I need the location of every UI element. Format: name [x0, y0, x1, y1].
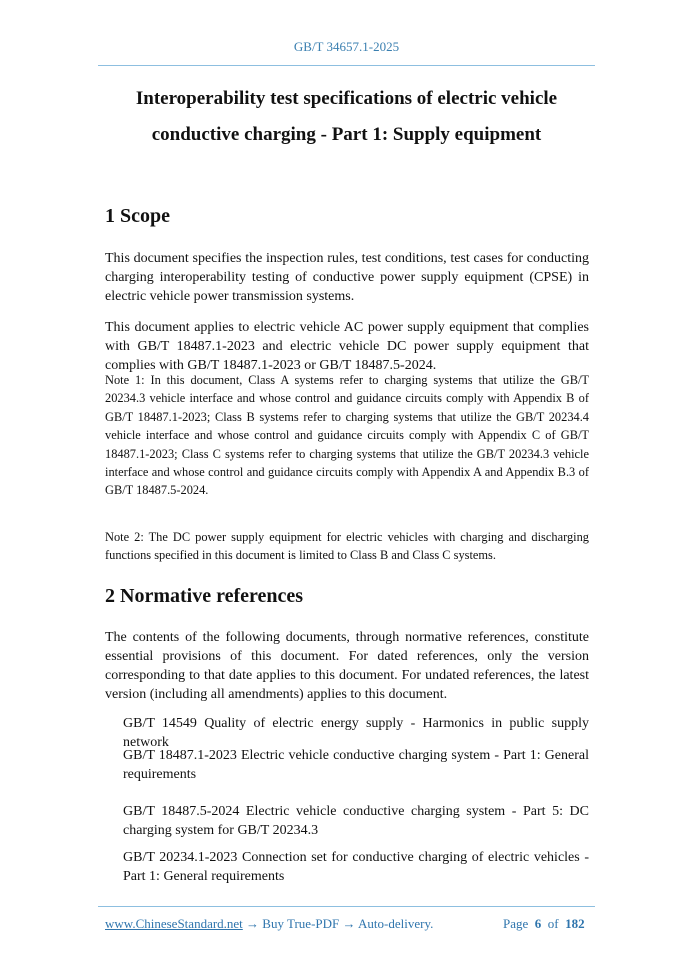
reference-item: GB/T 20234.1-2023 Connection set for conductive charging of electric vehicles - Part 1: General requirements	[123, 850, 589, 884]
page-current: 6	[534, 916, 542, 931]
title-line-2: conductive charging - Part 1: Supply equipment	[151, 124, 542, 145]
footer-rule	[98, 906, 595, 907]
section-heading-normative-references: 2 Normative references	[105, 585, 304, 607]
page-total: 182	[565, 916, 585, 931]
reference-item: GB/T 18487.5-2024 Electric vehicle conductive charging system - Part 5: DC charging system for GB/T 20234.3	[123, 804, 589, 838]
header-rule	[98, 65, 595, 66]
section-heading-scope: 1 Scope	[105, 205, 170, 227]
footer-promo-text: → Buy True-PDF → Auto-delivery.	[242, 916, 434, 931]
scope-note: Note 2: The DC power supply equipment for electric vehicles with charging and discharging functions specified in this document is limited to Class B and Class C systems.	[105, 530, 589, 563]
of-label: of	[547, 916, 559, 931]
footer-promo	[105, 916, 433, 932]
reference-item: GB/T 14549 Quality of electric energy supply - Harmonics in public supply network	[123, 716, 589, 750]
scope-note: Note 1: In this document, Class A systems refer to charging systems that utilize the GB/T 20234.3 vehicle interface and whose control and guidance circuits comply with Appendix B of GB/T 18487.1-2023; Class B systems refer to charging systems that utilize the GB/T 20234.4 vehicle interface and whose control and guidance circuits comply with Appendix C of GB/T 18487.1-2023; Class C systems refer to charging systems that utilize the GB/T 20234.3 vehicle interface and whose control and guidance circuits comply with Appendix A and Appendix B.3 of GB/T 18487.5-2024.	[105, 373, 589, 498]
page-indicator	[503, 916, 585, 932]
header-doc-number: GB/T 34657.1-2025	[293, 39, 400, 54]
references-intro: The contents of the following documents, through normative references, constitute essential provisions of this document. For dated references, only the version corresponding to that date applies to this document. For undated references, the latest version (including all amendments) applies to this document.	[105, 630, 589, 702]
footer-site-link[interactable]: www.ChineseStandard.net	[105, 916, 243, 931]
reference-item: GB/T 18487.1-2023 Electric vehicle conductive charging system - Part 1: General requirements	[123, 748, 589, 782]
scope-paragraph: This document specifies the inspection rules, test conditions, test cases for conducting charging interoperability testing of conductive power supply equipment (CPSE) in electric vehicle power transmission systems.	[105, 251, 589, 304]
title-line-1: Interoperability test specifications of electric vehicle	[135, 88, 558, 109]
page-label: Page	[503, 916, 529, 931]
scope-paragraph: This document applies to electric vehicle AC power supply equipment that complies with GB/T 18487.1-2023 and electric vehicle DC power supply equipment that complies with GB/T 18487.1-2023 or GB/T 18487.5-2024.	[105, 320, 589, 373]
